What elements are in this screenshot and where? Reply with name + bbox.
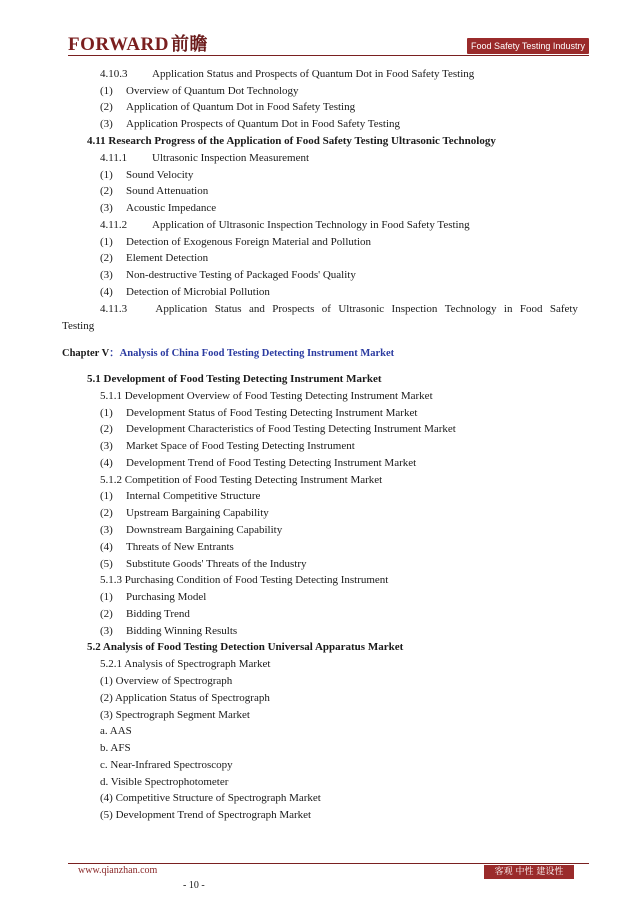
toc-word: Inspection (391, 303, 438, 315)
toc-word: Status (214, 303, 242, 315)
chapter-label: Chapter V (62, 348, 110, 359)
logo-text: FORWARD (68, 34, 169, 55)
toc-entry (100, 235, 371, 249)
toc-entry (100, 201, 216, 215)
toc-text: Sound Velocity (126, 169, 194, 181)
subsection-heading: 5.1.3 Purchasing Condition of Food Testing Detecting Instrument (100, 574, 389, 586)
toc-number: (3) (100, 202, 113, 214)
toc-entry (100, 100, 355, 114)
section-heading-4-11: 4.11 Research Progress of the Application of Food Safety Testing Ultrasonic Technology (87, 135, 496, 147)
toc-entry: b. AFS (100, 742, 131, 754)
toc-entry (100, 84, 299, 98)
toc-text: Detection of Exogenous Foreign Material and Pollution (126, 236, 372, 248)
toc-entry: (3) Spectrograph Segment Market (100, 709, 250, 721)
toc-text: Development Characteristics of Food Testing Detecting Instrument Market (126, 423, 456, 435)
toc-entry (100, 218, 470, 232)
toc-text: Development Trend of Food Testing Detecting Instrument Market (126, 457, 417, 469)
toc-text: Overview of Quantum Dot Technology (126, 85, 299, 97)
chapter-separator: ： (109, 348, 120, 359)
toc-entry: (1) Overview of Spectrograph (100, 675, 233, 687)
toc-text: Development Status of Food Testing Detecting Instrument Market (126, 407, 418, 419)
subsection-heading: 5.2.1 Analysis of Spectrograph Market (100, 658, 271, 670)
toc-number: (4) (100, 541, 113, 553)
toc-number: (3) (100, 440, 113, 452)
subsection-heading: 5.1.1 Development Overview of Food Testing Detecting Instrument Market (100, 390, 433, 402)
toc-entry (100, 151, 309, 165)
toc-entry (100, 251, 208, 265)
toc-number: (3) (100, 524, 113, 536)
toc-entry: (2) Application Status of Spectrograph (100, 692, 270, 704)
toc-entry (100, 456, 416, 470)
toc-word: Technology (444, 303, 497, 315)
toc-entry (100, 285, 270, 299)
toc-entry: (4) Competitive Structure of Spectrograph Market (100, 792, 321, 804)
toc-word: Application (155, 303, 208, 315)
toc-number: (1) (100, 591, 113, 603)
toc-number: (1) (100, 85, 113, 97)
toc-word: of (321, 303, 331, 315)
toc-text: Internal Competitive Structure (126, 490, 261, 502)
toc-word: Ultrasonic (338, 303, 385, 315)
toc-text: Threats of New Entrants (126, 541, 234, 553)
footer-slogan-tag: 客观 中性 建设性 (484, 865, 574, 879)
toc-number: (5) (100, 558, 113, 570)
toc-number: (1) (100, 236, 113, 248)
toc-entry (100, 523, 282, 537)
footer-website-link[interactable]: www.qianzhan.com (78, 865, 158, 876)
page-header (0, 0, 638, 60)
toc-number: (2) (100, 101, 113, 113)
toc-entry (100, 624, 237, 638)
section-heading-5-1: 5.1 Development of Food Testing Detecting Instrument Market (87, 373, 382, 385)
toc-text: Market Space of Food Testing Detecting Instrument (126, 440, 355, 452)
toc-entry (100, 406, 417, 420)
toc-entry (100, 540, 234, 554)
chapter-heading (62, 347, 394, 361)
section-heading-5-2: 5.2 Analysis of Food Testing Detection Universal Apparatus Market (87, 641, 404, 653)
toc-continuation: Testing (62, 320, 95, 332)
toc-entry (100, 489, 260, 503)
toc-text: Bidding Winning Results (126, 625, 238, 637)
toc-number: (2) (100, 423, 113, 435)
toc-text: Acoustic Impedance (126, 202, 217, 214)
toc-text: Downstream Bargaining Capability (126, 524, 283, 536)
toc-entry (100, 268, 356, 282)
toc-text: Detection of Microbial Pollution (126, 286, 270, 298)
toc-entry (100, 557, 307, 571)
toc-number: (1) (100, 490, 113, 502)
toc-number: (3) (100, 118, 113, 130)
toc-number: 4.10.3 (100, 68, 128, 80)
toc-number: (1) (100, 169, 113, 181)
toc-text: Application Status and Prospects of Quantum Dot in Food Safety Testing (152, 68, 475, 80)
toc-number: 4.11.1 (100, 152, 128, 164)
toc-entry (100, 67, 474, 81)
toc-text: Non-destructive Testing of Packaged Foods' Quality (126, 269, 356, 281)
toc-word: Prospects (272, 303, 315, 315)
header-industry-tag: Food Safety Testing Industry (467, 38, 589, 54)
toc-text: Element Detection (126, 252, 209, 264)
toc-number: (2) (100, 608, 113, 620)
toc-word: Food (519, 303, 543, 315)
toc-text: Substitute Goods' Threats of the Industry (126, 558, 307, 570)
chapter-title: Analysis of China Food Testing Detecting Instrument Market (119, 348, 395, 359)
toc-number: (4) (100, 286, 113, 298)
footer-divider (68, 863, 589, 864)
logo-cn-text: 前瞻 (171, 34, 208, 54)
toc-number: (2) (100, 185, 113, 197)
toc-word: and (248, 303, 265, 315)
toc-number: (4) (100, 457, 113, 469)
forward-logo (68, 34, 208, 55)
toc-entry (100, 439, 355, 453)
toc-entry: d. Visible Spectrophotometer (100, 776, 229, 788)
toc-number: (2) (100, 507, 113, 519)
toc-entry-justified (100, 302, 578, 316)
toc-text: Upstream Bargaining Capability (126, 507, 269, 519)
toc-number: (3) (100, 269, 113, 281)
toc-entry (100, 506, 269, 520)
toc-text: Sound Attenuation (126, 185, 209, 197)
toc-entry: a. AAS (100, 725, 132, 737)
toc-number: (3) (100, 625, 113, 637)
toc-text: Application of Quantum Dot in Food Safety Testing (126, 101, 356, 113)
page-number: - 10 - (183, 880, 205, 891)
toc-entry (100, 168, 193, 182)
subsection-heading: 5.1.2 Competition of Food Testing Detecting Instrument Market (100, 474, 383, 486)
toc-entry (100, 422, 456, 436)
toc-word: in (503, 303, 513, 315)
toc-entry (100, 607, 190, 621)
toc-number: 4.11.2 (100, 219, 128, 231)
header-divider (68, 55, 589, 56)
toc-number: 4.11.3 (100, 303, 128, 315)
toc-entry (100, 117, 400, 131)
toc-entry: c. Near-Infrared Spectroscopy (100, 759, 233, 771)
toc-text: Bidding Trend (126, 608, 190, 620)
toc-word: Safety (549, 303, 578, 315)
toc-entry (100, 184, 208, 198)
toc-entry: (5) Development Trend of Spectrograph Market (100, 809, 312, 821)
toc-text: Application of Ultrasonic Inspection Technology in Food Safety Testing (152, 219, 470, 231)
toc-entry (100, 590, 206, 604)
toc-text: Application Prospects of Quantum Dot in Food Safety Testing (126, 118, 401, 130)
toc-number: (1) (100, 407, 113, 419)
toc-number: (2) (100, 252, 113, 264)
toc-text: Ultrasonic Inspection Measurement (152, 152, 310, 164)
toc-text: Purchasing Model (126, 591, 207, 603)
